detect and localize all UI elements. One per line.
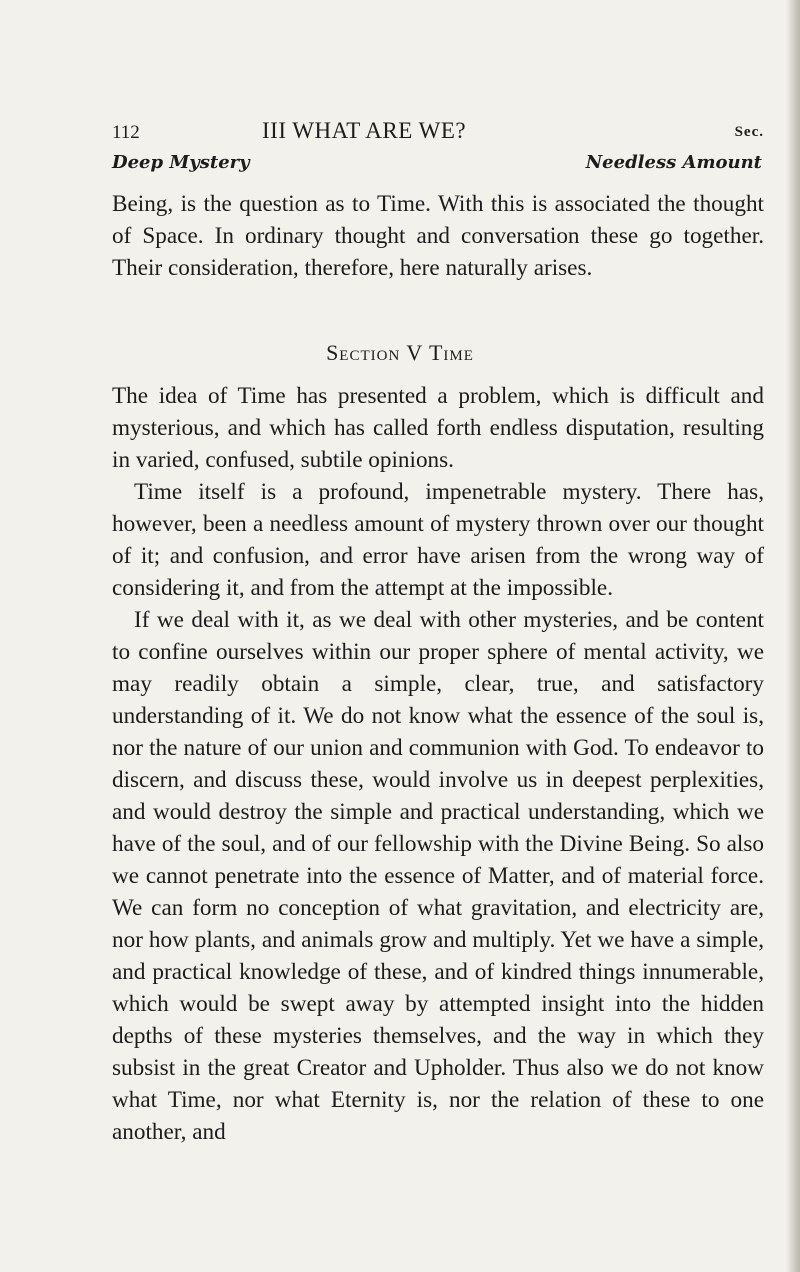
page-header [112,118,764,148]
main-text-block [112,380,764,1148]
page-number: 112 [112,122,140,143]
page-edge-shadow [786,0,800,1272]
sidenote-left: Deep Mystery [112,152,250,173]
continuation-paragraph: Being, is the question as to Time. With this is associated the thought of Space. In ordinary thought and conversation these go together. Their consideration, therefore, here naturally arises. [112,191,764,281]
section-heading: Section V Time [326,340,474,365]
paragraph: Time itself is a profound, impenetrable mystery. There has, however, been a needless amount of mystery thrown over our thought of it; and confusion, and error have arisen from the wrong way of considering it, and from the attempt at the impossible. [112,479,764,601]
sidenote-right: Needless Amount [585,152,762,173]
continuation-block [112,188,764,284]
paragraph: If we deal with it, as we deal with other mysteries, and be content to confine ourselves within our proper sphere of mental activity, we may readily obtain a simple, clear, true, and satisfactory understanding of it. We do not know what the essence of the soul is, nor the nature of our union and communion with God. To endeavor to discern, and discuss these, would involve us in deepest perplexities, and would destroy the simple and practical understanding, which we have of the soul, and of our fellowship with the Divine Being. So also we cannot penetrate into the essence of Matter, and of material force. We can form no conception of what gravitation, and electricity are, nor how plants, and animals grow and multiply. Yet we have a simple, and practical knowledge of these, and of kindred things innumerable, which would be swept away by attempted insight into the hidden depths of these mysteries themselves, and the way in which they subsist in the great Creator and Upholder. Thus also we do not know what Time, nor what Eternity is, nor the relation of these to one another, and [112,607,764,1145]
running-title: III WHAT ARE WE? [262,118,467,143]
paragraph: The idea of Time has presented a problem, which is difficult and mysterious, and which has called forth endless disputation, resulting in varied, confused, subtile opinions. [112,383,764,473]
section-label: Sec. [734,124,764,140]
